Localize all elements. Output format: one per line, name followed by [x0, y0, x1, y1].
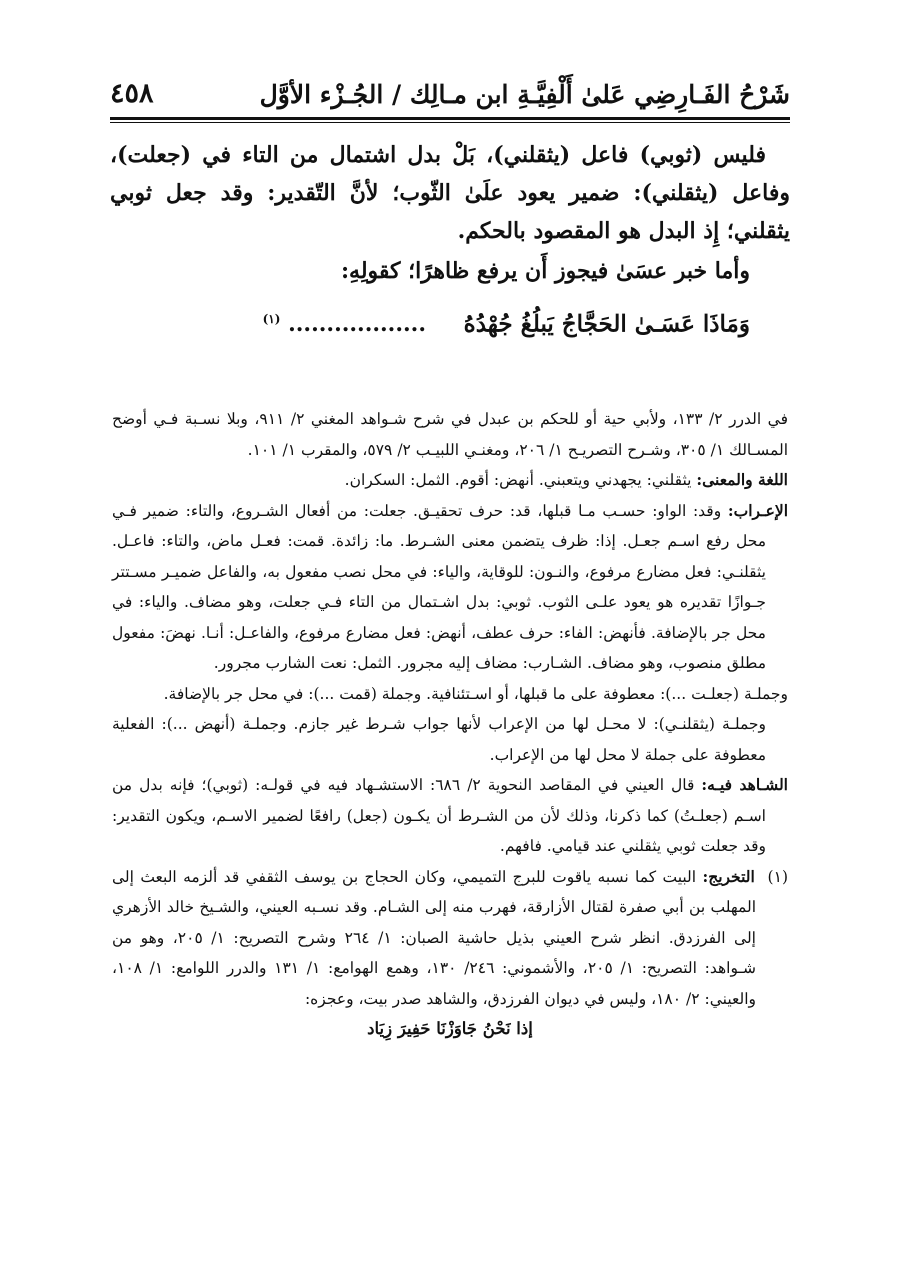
note-jumla: وجملـة (جعلـت ...): معطوفة على ما قبلها، أو اسـتئنافية. وجملة (قمت ...): في محل جر بالإضافة.	[163, 684, 788, 703]
footnote-ref: (١)	[262, 312, 281, 326]
header-rule-thin	[110, 122, 790, 123]
main-paragraph: فليس (ثوبي) فاعل (يثقلني)، بَلْ بدل اشتمال من التاء في (جعلت)، وفاعل (يثقلني): ضمير يعود علَىٰ الثّوب؛ لأنَّ التّقدير: وقد جعل ثوبي يثقلني؛ إِذ البدل هو المقصود بالحكم.	[110, 142, 790, 244]
footnote-1	[112, 862, 788, 1015]
note-text: وقد: الواو: حسـب مـا قبلها، قد: حرف تحقيـق. جعلت: من أفعال الشـروع، والتاء: ضمير فـي محل رفع اسـم جعـل. إذا: ظرف يتضمن معنى الشـرط. ما: زائدة. قمت: فعـل ماض، والتاء: فاعـل. يثقلنـي: فعل مضارع مرفوع، والنـون: للوقاية، والياء: في محل نصب مفعول به، والفاعل ضميـر مسـتتر جـوازًا تقديره هو يعود علـى الثوب. ثوبي: بدل اشـتمال من التاء فـي جعلت، وهو مضاف. والياء: في محل جر بالإضافة. فأنهض: الفاء: حرف عطف، أنهض: فعل مضارع مرفوع، والفاعـل: أنـا. نهضَ: مفعول مطلق منصوب، وهو مضاف. الشـارب: مضاف إليه مجرور. الثمل: نعت الشارب مجرور.	[112, 501, 766, 672]
note-shahid	[112, 770, 788, 862]
note-continuation: في الدرر ٢/ ١٣٣، ولأبي حية أو للحكم بن عبدل في شرح شـواهد المغني ٢/ ٩١١، وبلا نسـبة فـي أوضح المسـالك ١/ ٣٠٥، وشـرح التصريـح ١/ ٢٠٦، ومغنـي اللبيـب ٢/ ٥٧٩، والمقرب ١/ ١٠١.	[112, 410, 788, 459]
note-irab	[112, 496, 788, 679]
main-text	[110, 136, 790, 340]
note-text: البيت كما نسبه ياقوت للبرج التميمي، وكان الحجاج بن يوسف الثقفي قد ألزمه البعث إلى المهلب بن أبي صفرة لقتال الأزارقة، فهرب منه إلى الشـام. وقد نسـبه العيني، والشـيخ خالد الأزهري إلى الفرزدق. انظر شرح العيني بذيل حاشية الصبان: ١/ ٢٦٤ وشرح التصريح: ١/ ٢٠٥، وهو من شـواهد: التصريح: ١/ ٢٠٥، والأشموني: ٢٤٦/ ١٣٠، وهمع الهوامع: ١/ ١٣١ والدرر اللوامع: ١/ ١٠٨، والعيني: ٢/ ١٨٠، وليس في ديوان الفرزدق، والشاهد صدر بيت، وعجزه:	[112, 867, 756, 1008]
verse-line	[110, 300, 790, 340]
note-label: اللغة والمعنى:	[696, 470, 788, 489]
note-text: قال العيني في المقاصد النحوية ٢/ ٦٨٦: الاستشـهاد فيه في قولـه: (ثوبي)؛ فإنه بدل من اسـم (جعلـتُ) كما ذكرنا، وذلك لأن من الشـرط أن يكـون (جعل) رافعًا لضمير الاسـم، ويكون التقدير: وقد جعلت ثوبي يثقلني عند قيامي. فافهم.	[112, 776, 766, 855]
page-header	[110, 74, 790, 114]
footnote-verse: إذا نَحْنُ جَاوَزْنَا حَفِيرَ زِيَاد	[367, 1019, 533, 1038]
running-title: شَرْحُ الفَـارِضِي عَلىٰ أَلْفِيَّـةِ ابن مـالِك / الجُـزْء الأوَّل	[259, 80, 790, 109]
verse-text: وَمَاذَا عَسَـىٰ الحَجَّاجُ يَبلُغُ جُهْدُهُ	[463, 310, 750, 338]
verse-intro: وأما خبر عسَىٰ فيجوز أَن يرفع ظاهرًا؛ كقولِهِ:	[340, 258, 750, 284]
header-rule	[110, 117, 790, 120]
verse-dots: ..................	[288, 311, 426, 338]
note-jumla: وجملـة (يثقلنـي): لا محـل لها من الإعراب لأنها جواب شـرط غير جازم. وجملـة (أنهض ...): الفعلية معطوفة على جملة لا محل لها من الإعراب.	[112, 715, 766, 764]
note-label: الشـاهد فيـه:	[701, 775, 788, 794]
footnote-marker: (١)	[767, 867, 788, 886]
note-label: التخريج:	[702, 866, 755, 886]
page-number: ٤٥٨	[110, 78, 154, 109]
note-label: الإعـراب:	[727, 500, 788, 520]
note-lugha	[112, 465, 788, 496]
note-text: يثقلني: يجهدني ويتعبني. أنهض: أقوم. الثمل: السكران.	[344, 471, 697, 489]
footnotes	[112, 404, 788, 1045]
